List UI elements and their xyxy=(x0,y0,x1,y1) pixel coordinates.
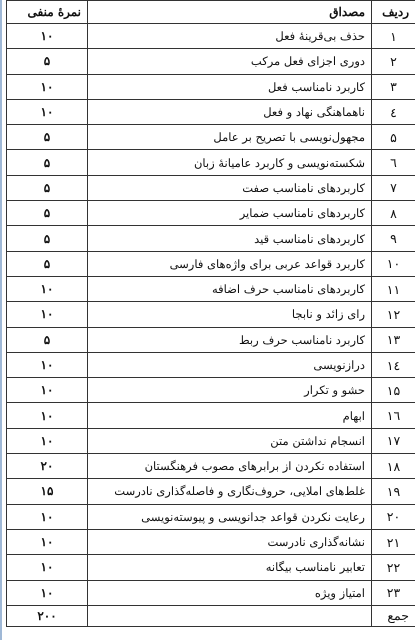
row-index: ۱٦ xyxy=(372,403,415,428)
table-total-row xyxy=(7,605,415,626)
row-penalty: ۱۰ xyxy=(7,378,88,403)
row-example: کاربردهای نامناسب قید xyxy=(88,226,372,251)
row-index: ۱٤ xyxy=(372,352,415,377)
row-example: ناهماهنگی نهاد و فعل xyxy=(88,99,372,124)
table-row xyxy=(7,529,415,554)
row-example: حذف بی‌قرینهٔ فعل xyxy=(88,24,372,49)
table-row xyxy=(7,428,415,453)
row-index: ۱۵ xyxy=(372,378,415,403)
total-label: جمع xyxy=(372,605,415,626)
row-example: کاربرد قواعد عربی برای واژه‌های فارسی xyxy=(88,251,372,276)
table-row xyxy=(7,175,415,200)
table-row xyxy=(7,479,415,504)
row-penalty: ۱۵ xyxy=(7,479,88,504)
row-index: ۱ xyxy=(372,24,415,49)
table-row xyxy=(7,251,415,276)
table-row xyxy=(7,555,415,580)
row-index: ۱۹ xyxy=(372,479,415,504)
penalty-table xyxy=(6,0,415,627)
table-row xyxy=(7,403,415,428)
row-penalty: ۵ xyxy=(7,49,88,74)
row-index: ۱۸ xyxy=(372,454,415,479)
row-example: تعابیر نامناسب بیگانه xyxy=(88,555,372,580)
row-penalty: ۵ xyxy=(7,125,88,150)
row-index: ۷ xyxy=(372,175,415,200)
table-row xyxy=(7,24,415,49)
row-penalty: ۱۰ xyxy=(7,428,88,453)
table-row xyxy=(7,302,415,327)
row-example: شکسته‌نویسی و کاربرد عامیانهٔ زبان xyxy=(88,150,372,175)
row-example: رای زائد و نابجا xyxy=(88,302,372,327)
row-example: کاربردهای نامناسب ضمایر xyxy=(88,201,372,226)
row-index: ۳ xyxy=(372,74,415,99)
row-example: ابهام xyxy=(88,403,372,428)
row-penalty: ۱۰ xyxy=(7,403,88,428)
table-row xyxy=(7,378,415,403)
row-example: مجهول‌نویسی با تصریح بر عامل xyxy=(88,125,372,150)
table-body xyxy=(7,24,415,606)
row-index: ۹ xyxy=(372,226,415,251)
row-penalty: ۲۰ xyxy=(7,454,88,479)
table-row xyxy=(7,504,415,529)
row-index: ۱۰ xyxy=(372,251,415,276)
row-index: ۵ xyxy=(372,125,415,150)
row-index: ۱۲ xyxy=(372,302,415,327)
table-row xyxy=(7,580,415,605)
header-index: ردیف xyxy=(372,1,415,24)
table-header-row xyxy=(7,1,415,24)
row-example: دوری اجزای فعل مرکب xyxy=(88,49,372,74)
row-index: ۲ xyxy=(372,49,415,74)
row-index: ۱۷ xyxy=(372,428,415,453)
row-index: ٦ xyxy=(372,150,415,175)
row-example: نشانه‌گذاری نادرست xyxy=(88,529,372,554)
row-penalty: ۱۰ xyxy=(7,276,88,301)
row-penalty: ۱۰ xyxy=(7,504,88,529)
row-example: غلط‌های املایی، حروف‌نگاری و فاصله‌گذاری نادرست xyxy=(88,479,372,504)
row-example: کاربردهای نامناسب صفت xyxy=(88,175,372,200)
row-index: ۲۳ xyxy=(372,580,415,605)
row-example: کاربردهای نامناسب حرف اضافه xyxy=(88,276,372,301)
total-value: ۲۰۰ xyxy=(7,605,88,626)
table-row xyxy=(7,125,415,150)
row-penalty: ۵ xyxy=(7,175,88,200)
table-row xyxy=(7,276,415,301)
row-penalty: ۱۰ xyxy=(7,580,88,605)
row-penalty: ۵ xyxy=(7,327,88,352)
table-row xyxy=(7,327,415,352)
table-row xyxy=(7,74,415,99)
row-penalty: ۱۰ xyxy=(7,74,88,99)
table-row xyxy=(7,454,415,479)
table-row xyxy=(7,201,415,226)
table-row xyxy=(7,150,415,175)
row-example: رعایت نکردن قواعد جدانویسی و پیوسته‌نویسی xyxy=(88,504,372,529)
row-index: ٤ xyxy=(372,99,415,124)
row-penalty: ۱۰ xyxy=(7,302,88,327)
header-penalty: نمرهٔ منفی xyxy=(7,1,88,24)
row-example: حشو و تکرار xyxy=(88,378,372,403)
total-empty-cell xyxy=(88,605,372,626)
row-example: انسجام نداشتن متن xyxy=(88,428,372,453)
row-penalty: ۱۰ xyxy=(7,529,88,554)
table-row xyxy=(7,352,415,377)
row-penalty: ۱۰ xyxy=(7,352,88,377)
row-index: ۲۲ xyxy=(372,555,415,580)
row-index: ۲۰ xyxy=(372,504,415,529)
row-penalty: ۵ xyxy=(7,251,88,276)
row-index: ۱۱ xyxy=(372,276,415,301)
row-example: درازنویسی xyxy=(88,352,372,377)
row-index: ۸ xyxy=(372,201,415,226)
row-example: کاربرد نامناسب حرف ربط xyxy=(88,327,372,352)
row-example: استفاده نکردن از برابرهای مصوب فرهنگستان xyxy=(88,454,372,479)
row-example: کاربرد نامناسب فعل xyxy=(88,74,372,99)
table-row xyxy=(7,226,415,251)
row-penalty: ۱۰ xyxy=(7,555,88,580)
row-penalty: ۱۰ xyxy=(7,24,88,49)
table-row xyxy=(7,99,415,124)
row-index: ۱۳ xyxy=(372,327,415,352)
table-row xyxy=(7,49,415,74)
row-example: امتیاز ویژه xyxy=(88,580,372,605)
row-penalty: ۵ xyxy=(7,150,88,175)
row-penalty: ۵ xyxy=(7,226,88,251)
row-penalty: ۱۰ xyxy=(7,99,88,124)
header-example: مصداق xyxy=(88,1,372,24)
row-index: ۲۱ xyxy=(372,529,415,554)
row-penalty: ۵ xyxy=(7,201,88,226)
